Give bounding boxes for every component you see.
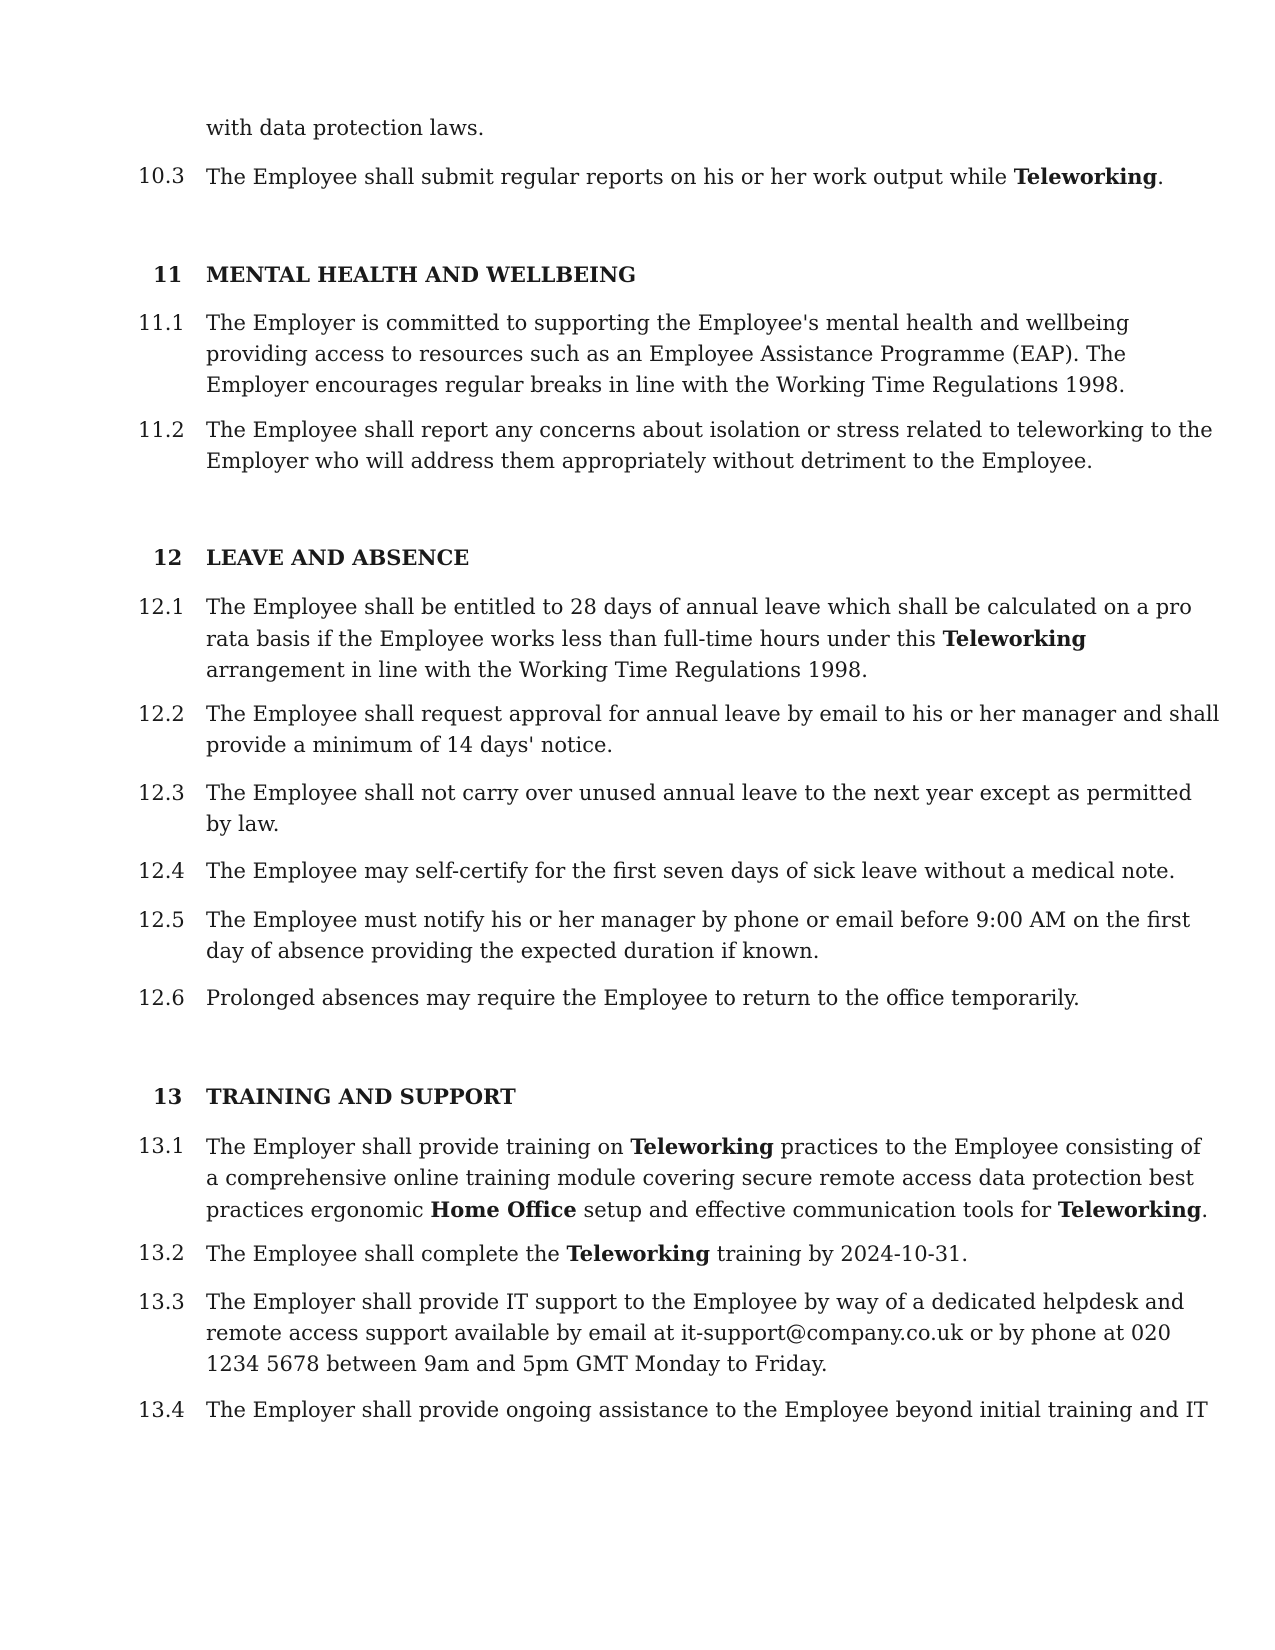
clause-line <box>206 1194 1209 1226</box>
clause-text <box>206 856 1176 887</box>
text-run: training by 2024-10-31. <box>710 1242 969 1266</box>
clause-number: 12.5 <box>138 908 185 932</box>
clause-line: by law. <box>206 812 280 836</box>
clause-number: 13.3 <box>138 1290 185 1314</box>
clause-number: 12.4 <box>138 859 185 883</box>
clause-number: 13.1 <box>138 1134 185 1158</box>
clause-text <box>206 983 1136 1014</box>
clause-line: The Employee may self-certify for the first seven days of sick leave without a medical note. <box>206 859 1176 883</box>
defined-term: Teleworking <box>566 1241 711 1266</box>
clause-line: provide a minimum of 14 days' notice. <box>206 733 614 757</box>
section-title: LEAVE AND ABSENCE <box>206 545 470 570</box>
clause-line: The Employee shall report any concerns about isolation or stress related to teleworking to the <box>206 418 1213 442</box>
clause-text <box>206 1287 1185 1380</box>
clause-line: remote access support available by email at it-support@company.co.uk or by phone at 020 <box>206 1321 1171 1345</box>
text-run: The Employer shall provide training on <box>206 1135 631 1159</box>
defined-term: Teleworking <box>630 1134 774 1159</box>
clause-number: 11.1 <box>138 311 185 335</box>
clause-number: 11.2 <box>138 418 185 442</box>
clause-text <box>206 699 1220 761</box>
clause-number: 13.2 <box>138 1241 185 1265</box>
clause-line: 1234 5678 between 9am and 5pm GMT Monday to Friday. <box>206 1352 828 1376</box>
section-title: MENTAL HEALTH AND WELLBEING <box>206 262 637 287</box>
defined-term: Home Office <box>430 1197 577 1222</box>
text-run: practices ergonomic <box>206 1198 431 1222</box>
text-run: setup and effective communication tools for <box>576 1198 1058 1222</box>
clause-text <box>206 161 1164 193</box>
clause-line: day of absence providing the expected duration if known. <box>206 939 820 963</box>
clause-line: providing access to resources such as an Employee Assistance Programme (EAP). The <box>206 342 1127 366</box>
text-run: practices to the Employee consisting of <box>773 1135 1201 1159</box>
clause-number: 12.6 <box>138 986 185 1010</box>
text-run: The Employee shall submit regular reports on his or her work output while <box>206 165 1014 189</box>
clause-text <box>206 905 1191 967</box>
clause-line: The Employer is committed to supporting the Employee's mental health and wellbeing <box>206 311 1130 335</box>
defined-term: Teleworking <box>1013 164 1158 189</box>
clause-line: arrangement in line with the Working Time Regulations 1998. <box>206 658 868 682</box>
clause-text <box>206 778 1192 840</box>
clause-number: 12.2 <box>138 702 185 726</box>
clause-line: The Employee shall request approval for annual leave by email to his or her manager and shall <box>206 702 1220 726</box>
clause-number: 12.3 <box>138 781 185 805</box>
clause-line: a comprehensive online training module covering secure remote access data protection best <box>206 1166 1194 1190</box>
clause-line: Employer who will address them appropriately without detriment to the Employee. <box>206 449 1093 473</box>
clause-number: 10.3 <box>138 164 185 188</box>
clause-line: Prolonged absences may require the Employee to return to the office temporarily. <box>206 986 1080 1010</box>
section-number: 11 <box>153 262 183 287</box>
clause-line <box>206 623 1136 655</box>
text-run: The Employee shall complete the <box>206 1242 567 1266</box>
clause-text <box>206 415 1213 477</box>
clause-line: The Employee shall be entitled to 28 days of annual leave which shall be calculated on a pro <box>206 595 1192 619</box>
clause-text <box>206 308 1136 401</box>
section-number: 13 <box>153 1084 183 1109</box>
clause-number: 12.1 <box>138 595 185 619</box>
clause-line <box>206 1131 1201 1163</box>
clause-line: The Employer shall provide IT support to the Employee by way of a dedicated helpdesk and <box>206 1290 1185 1314</box>
text-run: . <box>1157 165 1164 189</box>
continuation-line: with data protection laws. <box>206 116 485 140</box>
clause-text <box>206 1238 1136 1270</box>
section-number: 12 <box>153 545 183 570</box>
clause-text <box>206 1131 1209 1226</box>
text-run: rata basis if the Employee works less than full-time hours under this <box>206 627 943 651</box>
clause-line <box>206 1238 1136 1270</box>
defined-term: Teleworking <box>942 626 1087 651</box>
clause-text <box>206 592 1192 686</box>
clause-line: Employer encourages regular breaks in line with the Working Time Regulations 1998. <box>206 373 1126 397</box>
clause-number: 13.4 <box>138 1398 185 1422</box>
clause-text <box>206 1395 1208 1426</box>
clause-line: The Employee must notify his or her manager by phone or email before 9:00 AM on the first <box>206 908 1191 932</box>
clause-line: The Employer shall provide ongoing assistance to the Employee beyond initial training and IT <box>206 1398 1208 1422</box>
section-title: TRAINING AND SUPPORT <box>206 1084 516 1109</box>
defined-term: Teleworking <box>1057 1197 1202 1222</box>
text-run: . <box>1201 1198 1209 1222</box>
clause-line: The Employee shall not carry over unused annual leave to the next year except as permitted <box>206 781 1192 805</box>
